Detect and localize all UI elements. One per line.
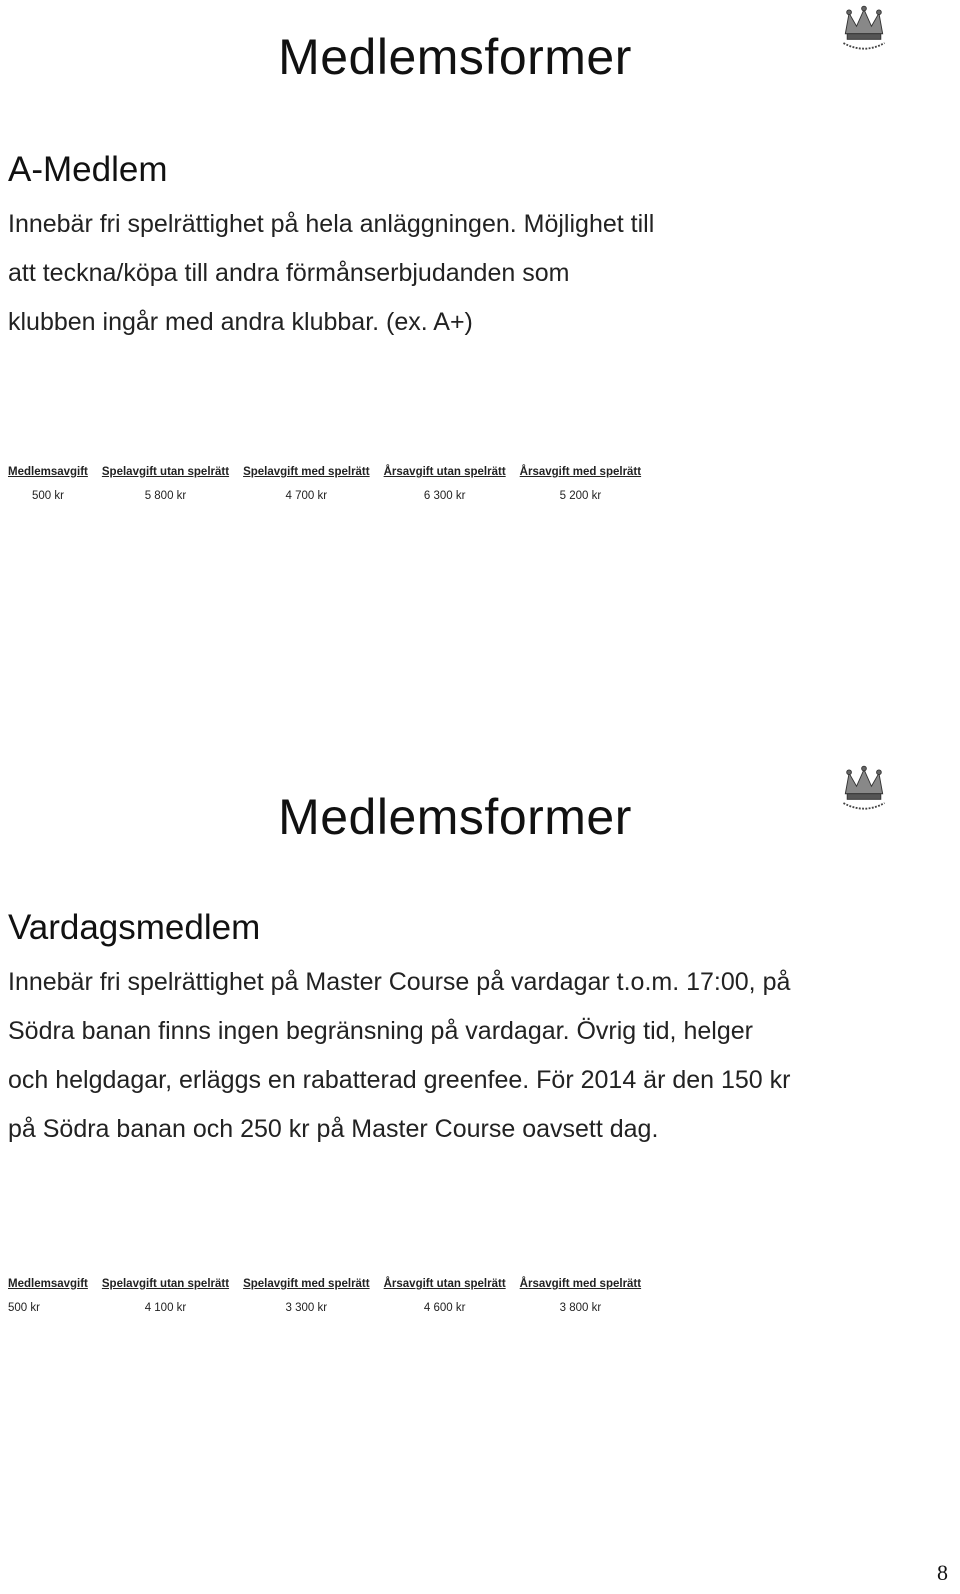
section-text-vardagsmedlem: Innebär fri spelrättighet på Master Course på vardagar t.o.m. 17:00, på Södra banan finns ingen begränsning på vardagar. Övrig tid, helger och helgdagar, erläggs en rabatterad greenfee. För 2014 är den 150 kr på Södra banan och 250 kr på Master Course oavsett dag. bbox=[8, 968, 791, 1143]
page-number: 8 bbox=[937, 1560, 948, 1585]
fee-header-spelavgift-med: Spelavgift med spelrätt bbox=[243, 466, 370, 478]
fee-header-medlemsavgift: Medlemsavgift bbox=[8, 466, 88, 478]
fee-header-spelavgift-utan: Spelavgift utan spelrätt bbox=[101, 466, 230, 478]
fee-value-medlemsavgift: 500 kr bbox=[8, 1302, 40, 1314]
fee-value-spelavgift-utan: 4 100 kr bbox=[144, 1302, 187, 1314]
fee-value-arsavgift-utan: 6 300 kr bbox=[423, 490, 466, 502]
fee-header-arsavgift-utan: Årsavgift utan spelrätt bbox=[383, 466, 506, 478]
crown-logo-icon bbox=[836, 2, 892, 58]
fee-value-arsavgift-med: 3 800 kr bbox=[559, 1302, 602, 1314]
slide-1-title: Medlemsformer bbox=[278, 29, 632, 85]
fee-table-vardagsmedlem bbox=[8, 1278, 655, 1314]
section-text-a-medlem: Innebär fri spelrättighet på hela anläggningen. Möjlighet till att teckna/köpa till andra förmånserbjudanden som klubben ingår med andra klubbar. (ex. A+) bbox=[8, 210, 655, 336]
fee-value-arsavgift-med: 5 200 kr bbox=[559, 490, 602, 502]
fee-header-arsavgift-utan: Årsavgift utan spelrätt bbox=[383, 1278, 506, 1290]
fee-header-spelavgift-utan: Spelavgift utan spelrätt bbox=[101, 1278, 230, 1290]
fee-header-arsavgift-med: Årsavgift med spelrätt bbox=[519, 466, 642, 478]
crown-logo-icon bbox=[836, 762, 892, 818]
fee-value-medlemsavgift: 500 kr bbox=[31, 490, 64, 502]
fee-value-spelavgift-med: 3 300 kr bbox=[285, 1302, 328, 1314]
slide-2-title: Medlemsformer bbox=[278, 789, 632, 845]
fee-value-spelavgift-med: 4 700 kr bbox=[285, 490, 328, 502]
fee-header-arsavgift-med: Årsavgift med spelrätt bbox=[519, 1278, 642, 1290]
section-heading-a-medlem: A-Medlem bbox=[8, 150, 168, 189]
fee-header-spelavgift-med: Spelavgift med spelrätt bbox=[243, 1278, 370, 1290]
section-heading-vardagsmedlem: Vardagsmedlem bbox=[8, 908, 261, 947]
fee-table-a-medlem bbox=[8, 466, 655, 502]
fee-value-arsavgift-utan: 4 600 kr bbox=[423, 1302, 466, 1314]
fee-header-medlemsavgift: Medlemsavgift bbox=[8, 1278, 88, 1290]
fee-value-spelavgift-utan: 5 800 kr bbox=[144, 490, 187, 502]
